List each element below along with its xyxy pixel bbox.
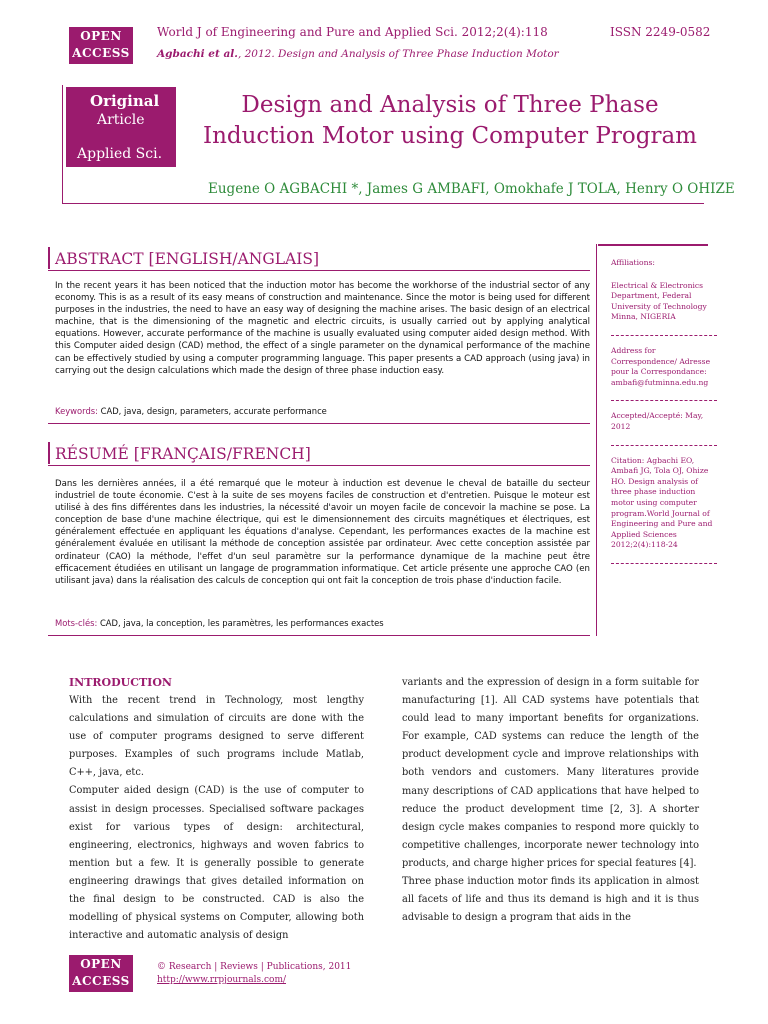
- sidebar-separator-4: [611, 563, 717, 564]
- abstract-keywords: [55, 406, 590, 416]
- resume-heading-underline: [48, 465, 590, 466]
- article-type-box: [66, 87, 176, 167]
- accepted-date: Accepted/Accepté: May, 2012: [611, 411, 704, 431]
- journal-reference: World J of Engineering and Pure and Applied Sci. 2012;2(4):118: [157, 25, 548, 39]
- mots-cles-value: CAD, java, la conception, les paramètres, les performances exactes: [97, 618, 384, 628]
- abstract-heading: ABSTRACT [ENGLISH/ANGLAIS]: [55, 250, 320, 268]
- sidebar-separator-2: [611, 400, 717, 401]
- resume-bottom-rule: [48, 635, 590, 636]
- authors: Eugene O AGBACHI *, James G AMBAFI, Omokhafe J TOLA, Henry O OHIZE: [208, 181, 735, 197]
- article-type-line3: Applied Sci.: [77, 146, 163, 162]
- sidebar: [611, 258, 717, 574]
- introduction-heading: INTRODUCTION: [69, 676, 172, 689]
- paper-title-line2: Induction Motor using Computer Program: [202, 123, 697, 149]
- resume-heading-rule: [48, 442, 50, 464]
- abstract-heading-rule: [48, 247, 50, 269]
- open-access-badge-line1: OPEN: [80, 29, 122, 43]
- resume-text: Dans les dernières années, il a été remarqué que le moteur à induction est devenue le cheval de bataille du secteur industriel de toute économie. C'est à la suite de ses moyens faciles de construction et d'entretien. Puisque le moteur est utilisé à des fins différentes dans les industries, la nécessité d'avoir un moyen facile de concevoir la machine se pose. La conception de base d'une machine électrique, qui est le dimensionnement des circuits magnétiques et électriques, est généralement effectuée en appliquant les équations d'analyse. Cependant, les performances exactes de la machine est généralement évaluée en utilisant la méthode de conception assistée par ordinateur. Avec cette conception assistée par ordinateur (CAO) la méthode, l'effet d'un seul paramètre sur la performance dynamique de la machine peut être efficacement étudiées en utilisant un langage de programmation informatique. Cet article présente une approche CAO (en utilisant java) dans la réalisation des calculs de conception qui ont fait la conception de trois phase d'induction facile.: [55, 479, 590, 586]
- intro-col1-paragraph-2: Computer aided design (CAD) is the use of computer to assist in design processes. Specialised software packages exist for various types of design: architectural, engineering, electronics, highways and woven fabrics to mention but a few. It is generally possible to generate engineering drawings that gives detailed information on the final design to be constructed. CAD is also the modelling of physical systems on Computer, allowing both interactive and automatic analysis of design: [69, 785, 364, 942]
- footer-text: [157, 961, 351, 987]
- sidebar-left-rule: [596, 244, 597, 636]
- keywords-label: Keywords:: [55, 406, 98, 416]
- paper-title-line1: Design and Analysis of Three Phase: [241, 92, 659, 118]
- footer-open-access-badge: [69, 955, 133, 992]
- sidebar-separator-3: [611, 445, 717, 446]
- article-type-line2: Article: [97, 112, 145, 128]
- title-frame-bottom: [62, 203, 704, 204]
- intro-col1-paragraph-1: With the recent trend in Technology, most lengthy calculations and simulation of circuits are done with the use of computer programs designed to serve different purposes. Examples of such programs include Matlab, C++, java, etc.: [69, 695, 364, 779]
- running-citation: [157, 48, 559, 60]
- sidebar-top-rule: [598, 244, 708, 246]
- affiliation: Electrical & Electronics Department, Federal University of Technology Minna, NIGERIA: [611, 280, 707, 322]
- footer-badge-line1: OPEN: [80, 957, 122, 971]
- resume-keywords: [55, 618, 590, 628]
- citation: Citation: Agbachi EO, Ambafi JG, Tola OJ, Ohize HO. Design analysis of three phase induction motor using computer program.World Journal of Engineering and Pure and Applied Sciences 2012;2(4):118-24: [611, 455, 713, 550]
- open-access-badge-line2: ACCESS: [72, 46, 130, 60]
- paper-title: [180, 90, 720, 152]
- issn: ISSN 2249-0582: [610, 25, 711, 39]
- footer-copyright: © Research | Reviews | Publications, 2011: [157, 962, 352, 972]
- sidebar-separator-1: [611, 335, 717, 336]
- introduction-column-2: [402, 674, 699, 927]
- abstract-text: In the recent years it has been noticed that the induction motor has become the workhorse of the industrial sector of any economy. This is as a result of its easy means of construction and maintenance. Since the motor is being used for different purposes in the industries, the need to have an easy way of designing the machine arises. The basic design of an electrical machine, that is the dimensioning of the magnetic and electric circuits, is usually carried out by applying analytical equations. However, accurate performance of the machine is usually evaluated using computer aided design method. With this Computer aided design (CAD) method, the effect of a single parameter on the dynamical performance of the machine can be effectively studied by using a computer programming language. This paper presents a CAD approach (using java) in carrying out the design calculations which made the design of three phase induction easy.: [55, 281, 590, 376]
- article-type-line1: Original: [90, 92, 160, 110]
- running-citation-author: Agbachi et al.: [157, 48, 238, 60]
- resume-heading: RÉSUMÉ [FRANÇAIS/FRENCH]: [55, 445, 311, 463]
- title-frame-left: [62, 85, 63, 203]
- intro-col2-paragraph-2: Three phase induction motor finds its application in almost all facets of life and thus its demand is high and it is thus advisable to design a program that aids in the: [402, 876, 699, 924]
- introduction-column-1: [69, 692, 364, 945]
- keywords-value: CAD, java, design, parameters, accurate performance: [97, 406, 327, 416]
- open-access-badge: [69, 27, 133, 64]
- intro-col2-paragraph-1: variants and the expression of design in a form suitable for manufacturing [1]. All CAD systems have potentials that could lead to many important benefits for organizations. For example, CAD systems can reduce the length of the product development cycle and improve relationships with both vendors and customers. Many literatures provide many descriptions of CAD applications that have helped to reduce the product development time [2, 3]. A shorter design cycle makes companies to respond more quickly to competitive challenges, incorporate newer technology into products, and charge higher prices for special features [4].: [402, 677, 699, 869]
- footer-url[interactable]: http://www.rrpjournals.com/: [157, 975, 287, 985]
- correspondence-email[interactable]: ambafi@futminna.edu.ng: [611, 377, 709, 387]
- running-citation-title: , 2012. Design and Analysis of Three Phase Induction Motor: [237, 48, 559, 60]
- footer-badge-line2: ACCESS: [72, 974, 130, 988]
- mots-cles-label: Mots-clés:: [55, 618, 98, 628]
- abstract-heading-underline: [48, 270, 590, 271]
- abstract-bottom-rule: [48, 423, 590, 424]
- affiliations-label: Affiliations:: [611, 258, 655, 267]
- correspondence-label: Address for Correspondence/ Adresse pour la Correspondance:: [611, 345, 711, 377]
